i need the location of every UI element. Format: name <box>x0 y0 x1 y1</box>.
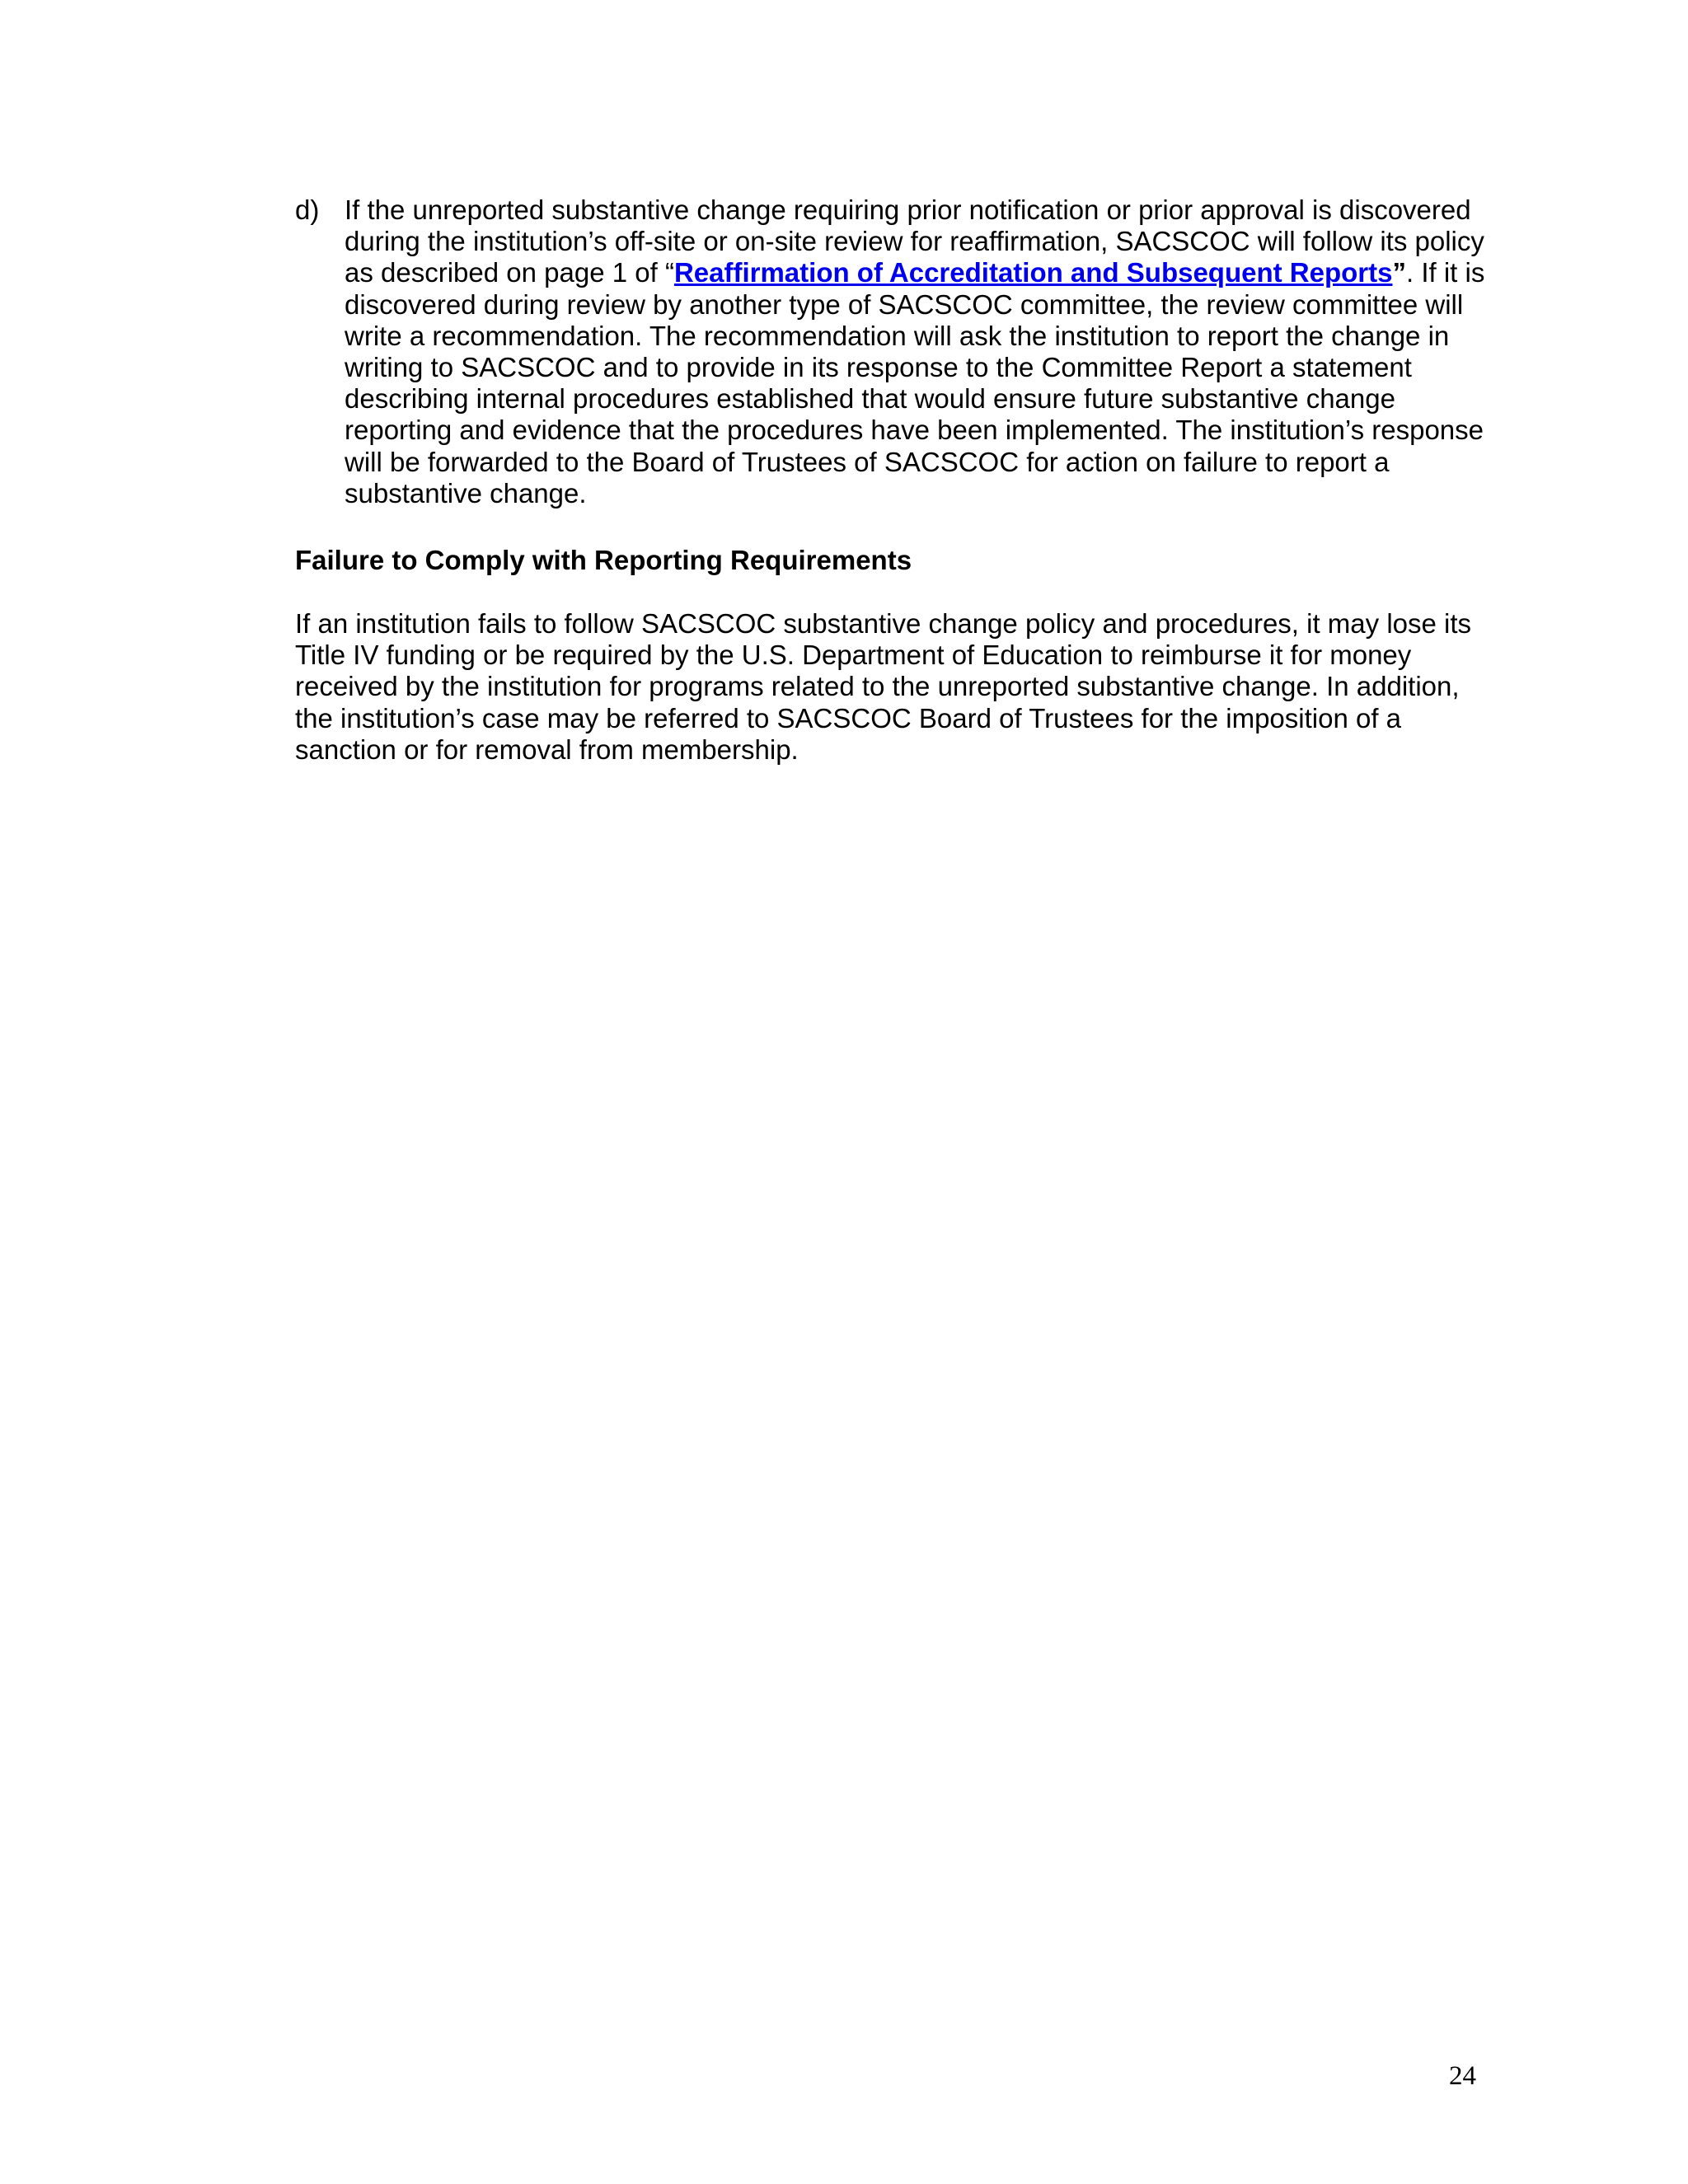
body-line: during the institution’s off-site or on-site review for reaffirmation, SACSCOC will follow its policy <box>345 226 1484 257</box>
paragraph-line: If an institution fails to follow SACSCOC substantive change policy and procedures, it may lose its <box>295 608 1472 639</box>
body-line-with-link <box>345 257 1490 288</box>
section-paragraph <box>295 608 1498 766</box>
reaffirmation-report-link[interactable]: Reaffirmation of Accreditation and Subsequent Reports <box>673 257 1393 288</box>
closing-quote: ” <box>1392 257 1406 288</box>
list-item-d <box>295 194 1490 509</box>
body-line: discovered during review by another type of SACSCOC committee, the review committee will <box>345 288 1464 320</box>
body-line: describing internal procedures established that would ensure future substantive change <box>345 383 1395 415</box>
list-marker: d) <box>295 194 320 225</box>
line-suffix: . If it is <box>1405 257 1485 288</box>
body-line: will be forwarded to the Board of Trustees of SACSCOC for action on failure to report a <box>345 446 1390 477</box>
paragraph-line: the institution’s case may be referred to SACSCOC Board of Trustees for the imposition of a <box>295 702 1402 733</box>
body-line: reporting and evidence that the procedures have been implemented. The institution’s response <box>345 415 1484 446</box>
section-heading: Failure to Comply with Reporting Requirements <box>295 545 912 575</box>
body-line: writing to SACSCOC and to provide in its response to the Committee Report a statement <box>345 352 1412 383</box>
body-line: If the unreported substantive change requiring prior notification or prior approval is discovered <box>345 194 1471 225</box>
body-line: write a recommendation. The recommendation will ask the institution to report the change in <box>345 320 1450 351</box>
line-prefix: as described on page 1 of “ <box>345 257 674 288</box>
paragraph-line: received by the institution for programs related to the unreported substantive change. In addition, <box>295 671 1460 702</box>
page-number: 24 <box>1449 2061 1476 2091</box>
paragraph-line: Title IV funding or be required by the U.S. Department of Education to reimburse it for money <box>295 640 1412 671</box>
paragraph-line: sanction or for removal from membership. <box>295 733 799 765</box>
list-item-body <box>345 194 1490 509</box>
body-line: substantive change. <box>345 477 587 509</box>
